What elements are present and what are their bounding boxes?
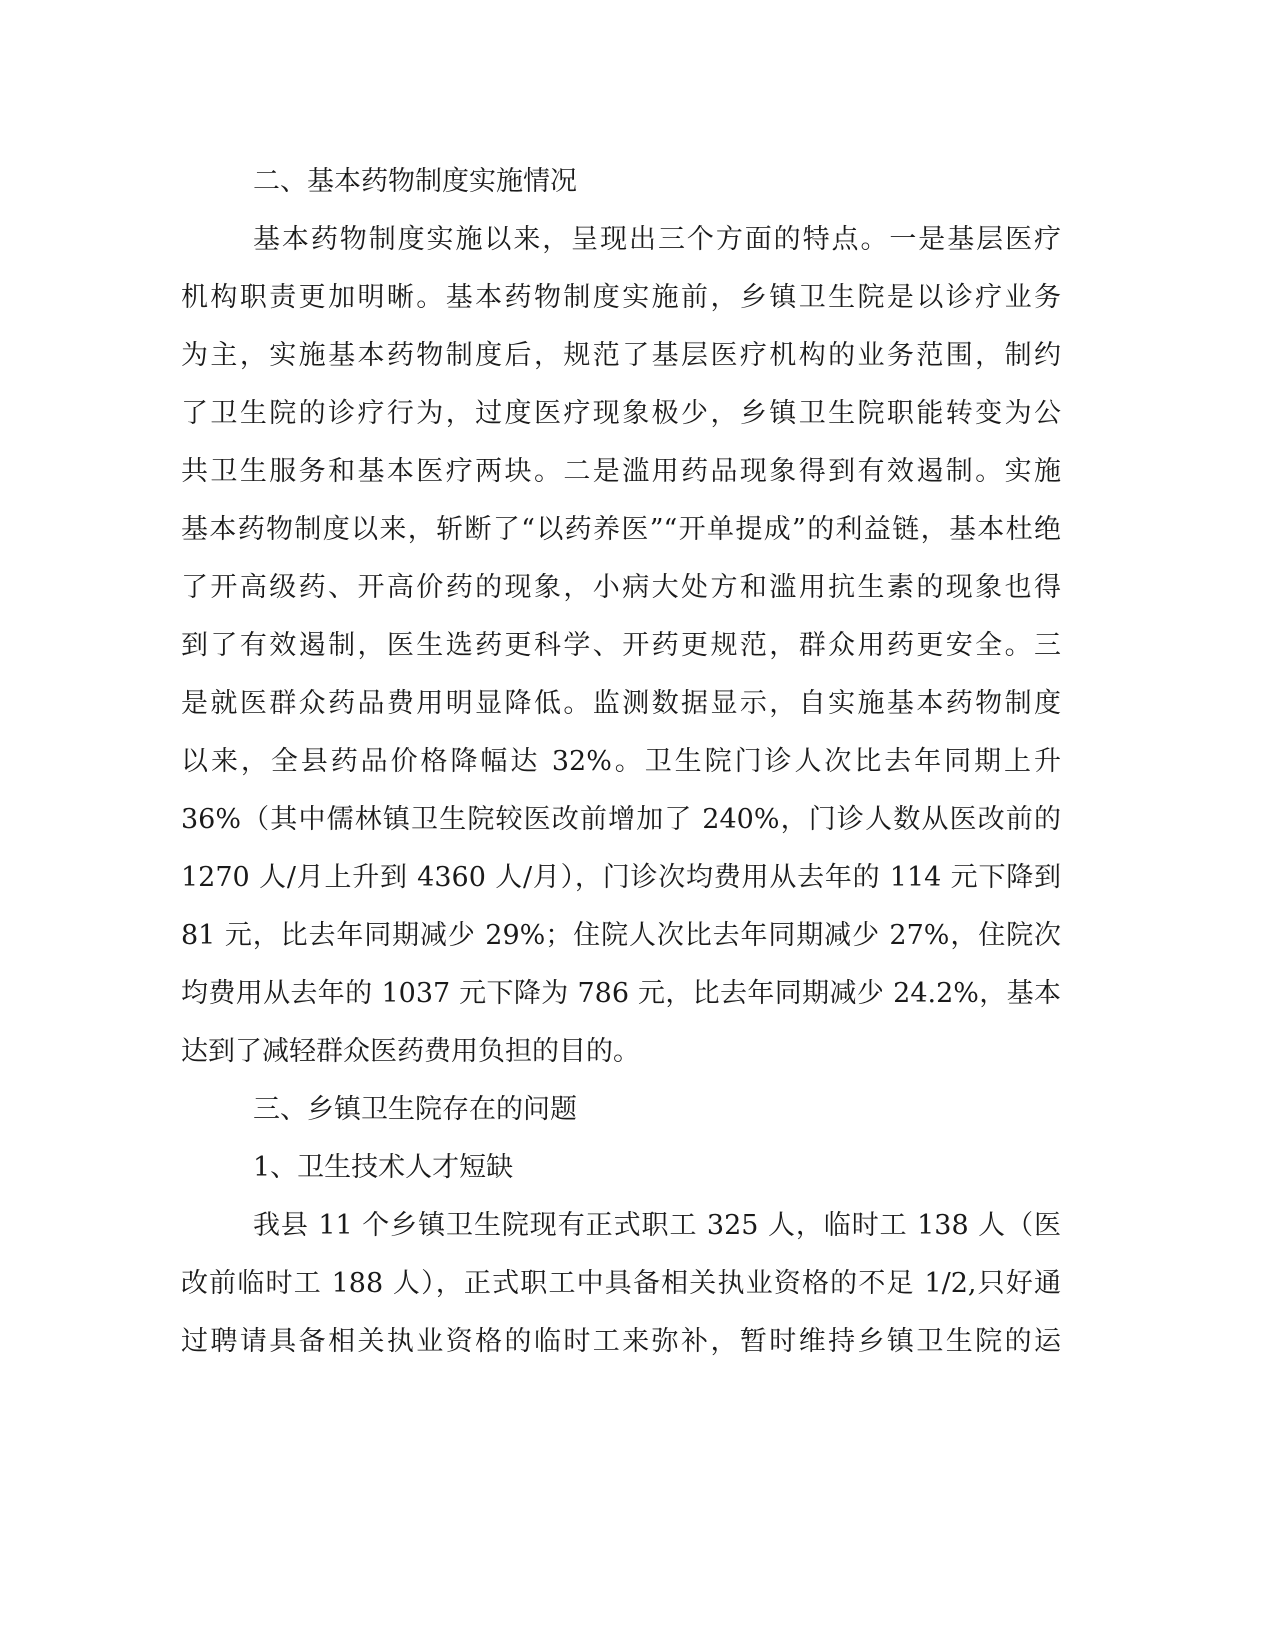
paragraph-line: 1270 人/月上升到 4360 人/月），门诊次均费用从去年的 114 元下降到	[181, 862, 1061, 893]
paragraph-line: 81 元，比去年同期减少 29%；住院人次比去年同期减少 27%，住院次	[181, 920, 1061, 951]
paragraph-line: 达到了减轻群众医药费用负担的目的。	[181, 1036, 640, 1067]
paragraph-line: 是就医群众药品费用明显降低。监测数据显示，自实施基本药物制度	[181, 688, 1061, 719]
paragraph-line: 均费用从去年的 1037 元下降为 786 元，比去年同期减少 24.2%，基本	[181, 978, 1061, 1009]
paragraph-line: 改前临时工 188 人），正式职工中具备相关执业资格的不足 1/2,只好通	[181, 1268, 1061, 1299]
paragraph-line: 了卫生院的诊疗行为，过度医疗现象极少，乡镇卫生院职能转变为公	[181, 398, 1061, 429]
paragraph-line: 了开高级药、开高价药的现象，小病大处方和滥用抗生素的现象也得	[181, 572, 1061, 603]
paragraph-line: 为主，实施基本药物制度后，规范了基层医疗机构的业务范围，制约	[181, 340, 1061, 371]
section-heading-3: 三、乡镇卫生院存在的问题	[253, 1094, 577, 1125]
paragraph-line: 机构职责更加明晰。基本药物制度实施前，乡镇卫生院是以诊疗业务	[181, 282, 1061, 313]
paragraph-line: 基本药物制度实施以来，呈现出三个方面的特点。一是基层医疗	[253, 224, 1061, 255]
subsection-heading-3-1: 1、卫生技术人才短缺	[253, 1152, 514, 1183]
paragraph-line: 过聘请具备相关执业资格的临时工来弥补，暂时维持乡镇卫生院的运	[181, 1326, 1061, 1357]
section-heading-2: 二、基本药物制度实施情况	[253, 166, 577, 197]
paragraph-line: 基本药物制度以来，斩断了“以药养医”“开单提成”的利益链，基本杜绝	[181, 514, 1061, 545]
paragraph-line: 到了有效遏制，医生选药更科学、开药更规范，群众用药更安全。三	[181, 630, 1061, 661]
paragraph-line: 36%（其中儒林镇卫生院较医改前增加了 240%，门诊人数从医改前的	[181, 804, 1061, 835]
paragraph-line: 共卫生服务和基本医疗两块。二是滥用药品现象得到有效遏制。实施	[181, 456, 1061, 487]
paragraph-line: 以来，全县药品价格降幅达 32%。卫生院门诊人次比去年同期上升	[181, 746, 1061, 777]
paragraph-line: 我县 11 个乡镇卫生院现有正式职工 325 人，临时工 138 人（医	[253, 1210, 1061, 1241]
